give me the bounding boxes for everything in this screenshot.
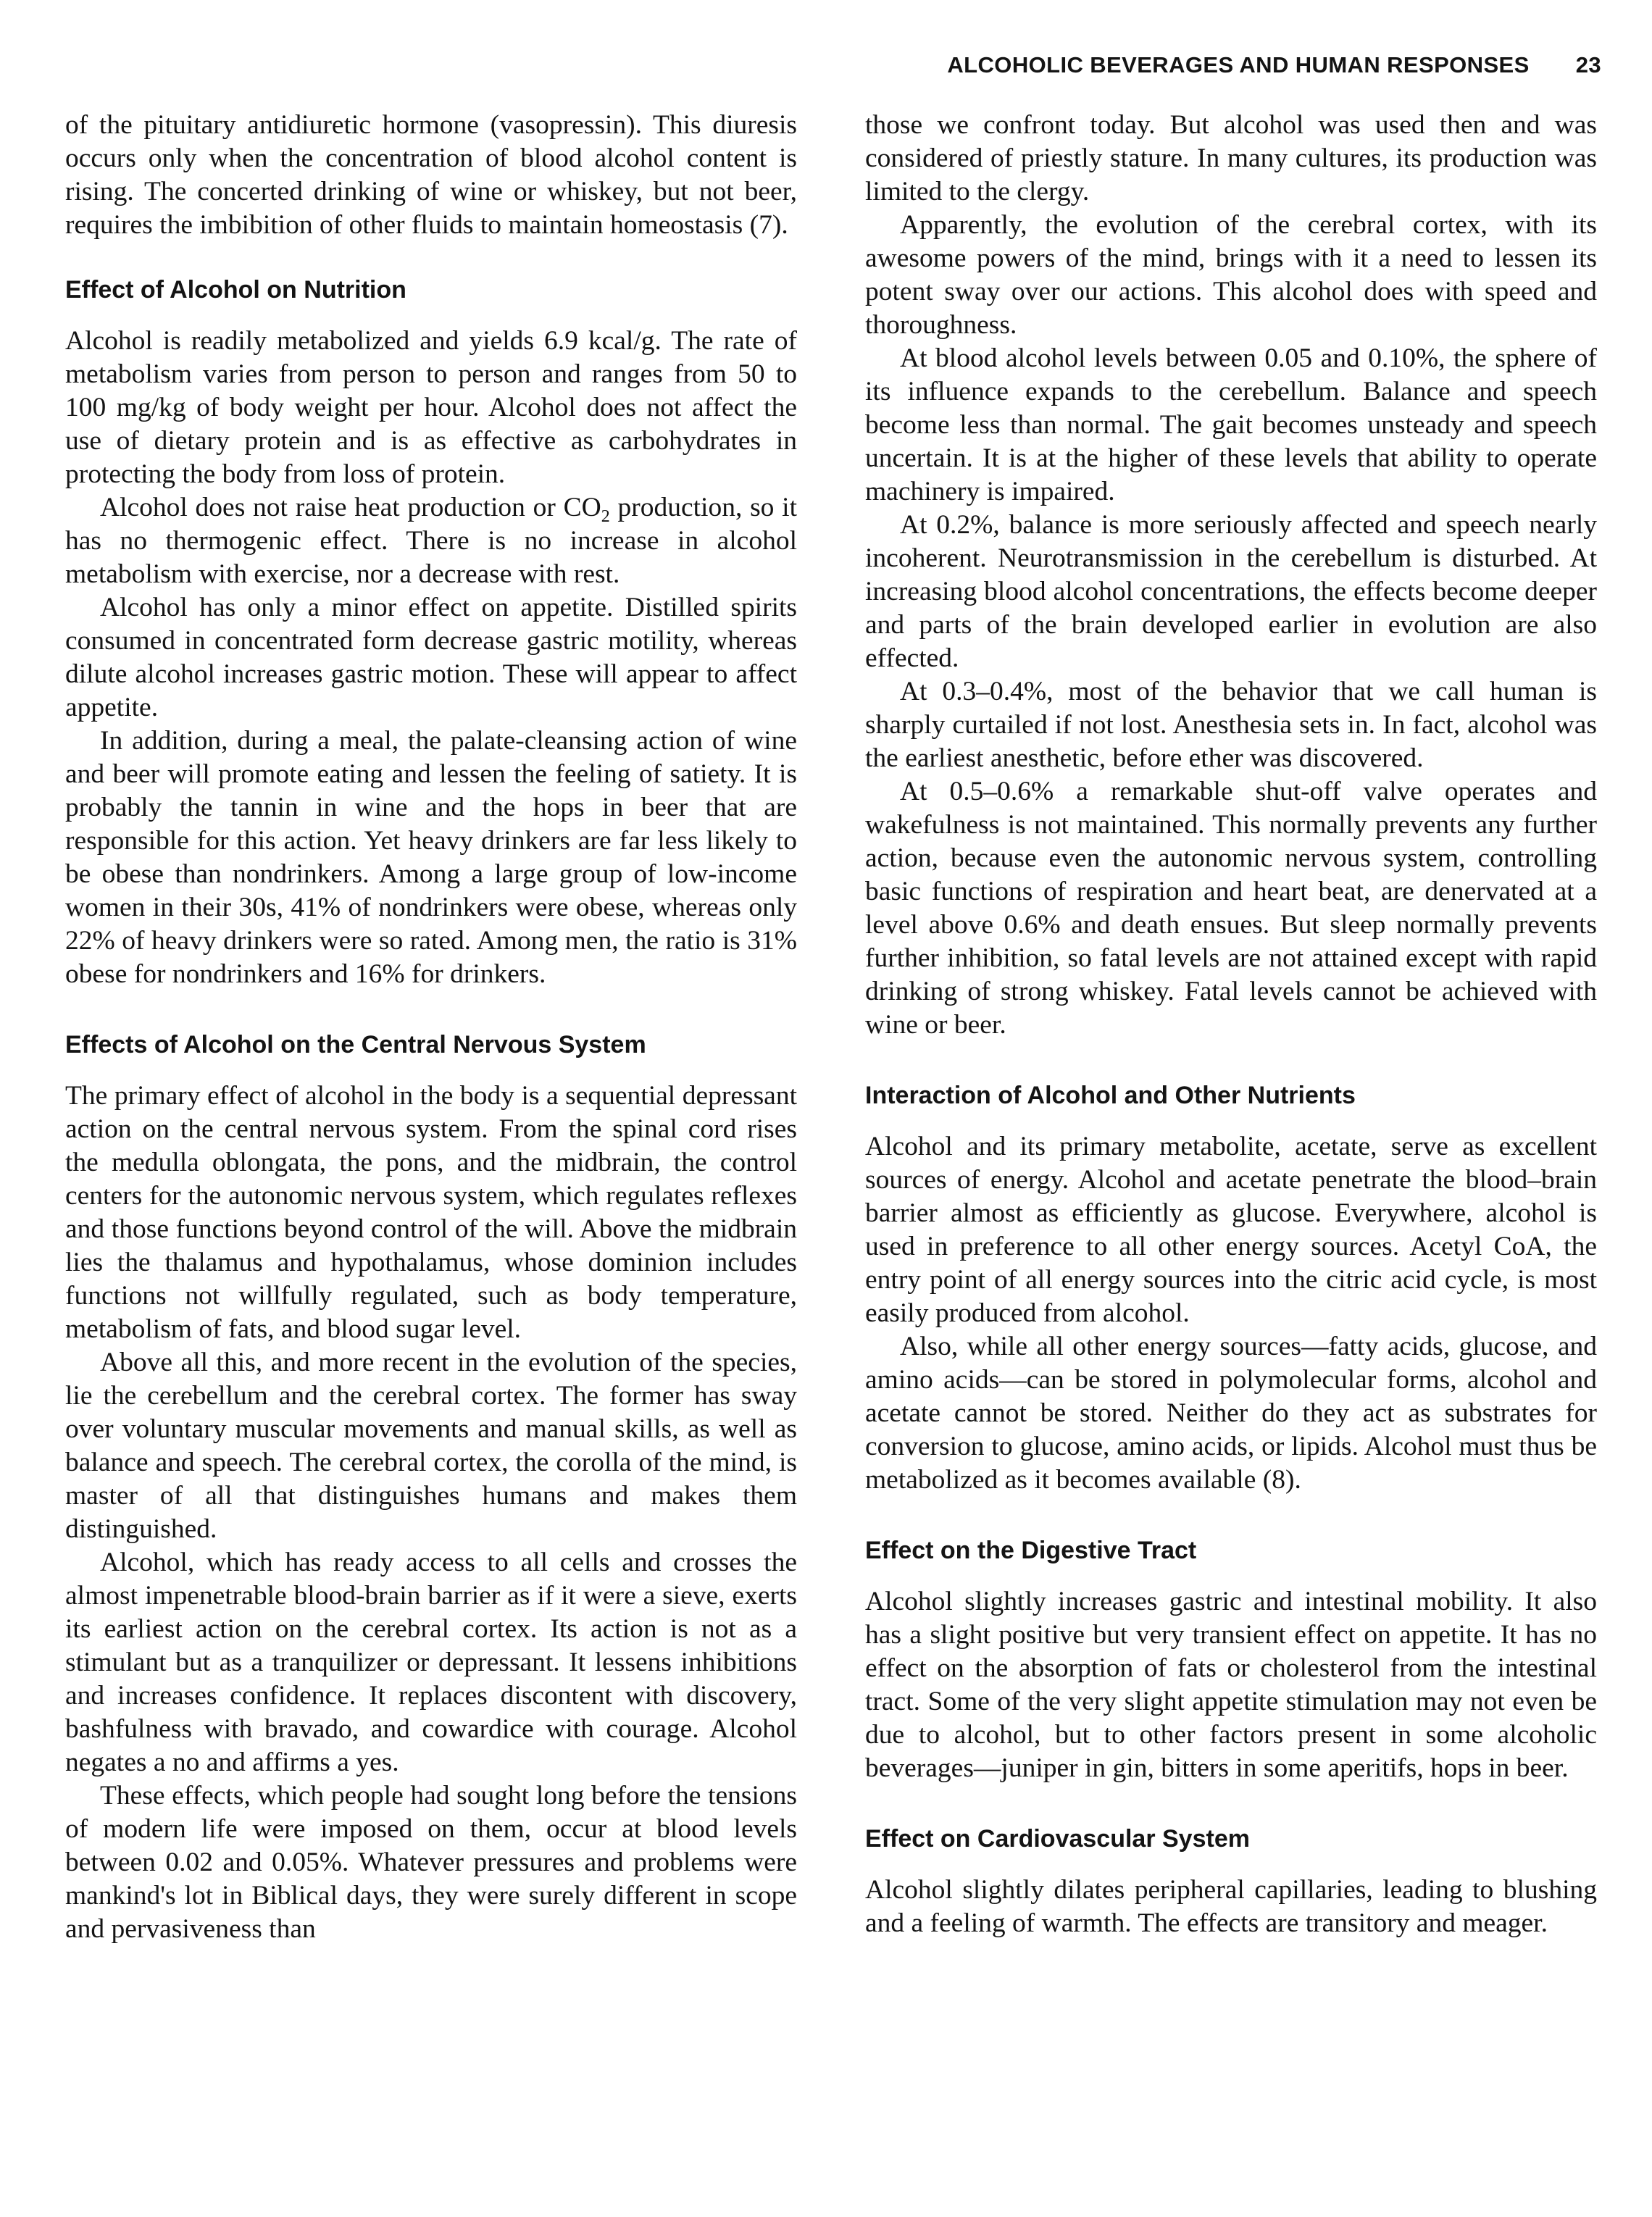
subscript: 2 (601, 507, 610, 526)
running-title: ALCOHOLIC BEVERAGES AND HUMAN RESPONSES (947, 52, 1530, 78)
paragraph: Alcohol slightly increases gastric and intestinal mobility. It also has a slight positive but very transient effect on appetite. It has no effect on the absorption of fats or cholesterol from the intestinal tract. Some of the very slight appetite stimulation may not even be due to alcohol, but to other factors present in some alcoholic beverages—juniper in gin, bitters in some aperitifs, hops in beer. (865, 1587, 1597, 1783)
paragraph: Alcohol, which has ready access to all cells and crosses the almost impenetrable blood-brain barrier as if it were a sieve, exerts its earliest action on the cerebral cortex. Its action is not as a stimulant but as a tranquilizer or depressant. It lessens inhibitions and increases confidence. It replaces discontent with discovery, bashfulness with bravado, and cowardice with courage. Alcohol negates a no and affirms a yes. (65, 1548, 797, 1777)
paragraph: Alcohol and its primary metabolite, acetate, serve as excellent sources of energy. Alcohol and acetate penetrate the blood–brain barrier almost as efficiently as glucose. Everywhere, alcohol is used in preference to all other energy sources. Acetyl CoA, the entry point of all energy sources into the citric acid cycle, is most easily produced from alcohol. (865, 1132, 1597, 1328)
paragraph: At 0.2%, balance is more seriously affected and speech nearly incoherent. Neurotransmission in the cerebellum is disturbed. At increasing blood alcohol concentrations, the effects become deeper and parts of the brain developed earlier in evolution are also effected. (865, 510, 1597, 673)
section-heading-digestive: Effect on the Digestive Tract (865, 1537, 1197, 1564)
page-header (947, 52, 1601, 88)
paragraph: At 0.3–0.4%, most of the behavior that we call human is sharply curtailed if not lost. Anesthesia sets in. In fact, alcohol was the earliest anesthetic, before ether was discovered. (865, 677, 1597, 773)
paragraph-text: production, so it has no thermogenic effect. There is no increase in alcohol metabolism with exercise, nor a decrease with rest. (65, 493, 797, 589)
paragraph: At 0.5–0.6% a remarkable shut-off valve operates and wakefulness is not maintained. This normally prevents any further action, because even the autonomic nervous system, controlling basic functions of respiration and heart beat, are denervated at a level above 0.6% and death ensues. But sleep normally prevents further inhibition, so fatal levels are not attained except with rapid drinking of strong whiskey. Fatal levels cannot be achieved with wine or beer. (865, 777, 1597, 1040)
paragraph-co2 (65, 491, 797, 591)
right-column (865, 109, 1597, 1940)
section-heading-nutrition: Effect of Alcohol on Nutrition (65, 276, 406, 304)
paragraph: In addition, during a meal, the palate-cleansing action of wine and beer will promote eating and lessen the feeling of satiety. It is probably the tannin in wine and the hops in beer that are responsible for this action. Yet heavy drinkers are far less likely to be obese than nondrinkers. Among a large group of low-income women in their 30s, 41% of nondrinkers were obese, whereas only 22% of heavy drinkers were so rated. Among men, the ratio is 31% obese for nondrinkers and 16% for drinkers. (65, 726, 797, 989)
paragraph: those we confront today. But alcohol was used then and was considered of priestly stature. In many cultures, its production was limited to the clergy. (865, 110, 1597, 206)
section-heading-nutrients: Interaction of Alcohol and Other Nutrients (865, 1082, 1356, 1109)
left-column (65, 109, 797, 1946)
paragraph: Above all this, and more recent in the evolution of the species, lie the cerebellum and the cerebral cortex. The former has sway over voluntary muscular movements and manual skills, as well as balance and speech. The cerebral cortex, the corolla of the mind, is master of all that distinguishes humans and makes them distinguished. (65, 1348, 797, 1544)
paragraph: Alcohol slightly dilates peripheral capillaries, leading to blushing and a feeling of warmth. The effects are transitory and meager. (865, 1875, 1597, 1938)
paragraph: At blood alcohol levels between 0.05 and 0.10%, the sphere of its influence expands to the cerebellum. Balance and speech become less than normal. The gait becomes unsteady and speech uncertain. It is at the higher of these levels that ability to operate machinery is impaired. (865, 343, 1597, 506)
paragraph-text: Alcohol does not raise heat production or CO (100, 493, 601, 522)
paragraph: Alcohol has only a minor effect on appetite. Distilled spirits consumed in concentrated form decrease gastric motility, whereas dilute alcohol increases gastric motion. These will appear to affect appetite. (65, 593, 797, 722)
paragraph: Apparently, the evolution of the cerebral cortex, with its awesome powers of the mind, brings with it a need to lessen its potent sway over our actions. This alcohol does with speed and thoroughness. (865, 210, 1597, 340)
section-heading-cardiovascular: Effect on Cardiovascular System (865, 1825, 1250, 1853)
paragraph: The primary effect of alcohol in the body is a sequential depressant action on the central nervous system. From the spinal cord rises the medulla oblongata, the pons, and the midbrain, the control centers for the autonomic nervous system, which regulates reflexes and those functions beyond control of the will. Above the midbrain lies the thalamus and hypothalamus, whose dominion includes functions not willfully regulated, such as body temperature, metabolism of fats, and blood sugar level. (65, 1081, 797, 1344)
paragraph: of the pituitary antidiuretic hormone (vasopressin). This diuresis occurs only when the concentration of blood alcohol content is rising. The concerted drinking of wine or whiskey, but not beer, requires the imbibition of other fluids to maintain homeostasis (7). (65, 110, 797, 240)
paragraph: Also, while all other energy sources—fatty acids, glucose, and amino acids—can be stored in polymolecular forms, alcohol and acetate cannot be stored. Neither do they act as substrates for conversion to glucose, amino acids, or lipids. Alcohol must thus be metabolized as it becomes available (8). (865, 1332, 1597, 1495)
section-heading-cns: Effects of Alcohol on the Central Nervous System (65, 1031, 646, 1059)
paragraph: Alcohol is readily metabolized and yields 6.9 kcal/g. The rate of metabolism varies from person to person and ranges from 50 to 100 mg/kg of body weight per hour. Alcohol does not affect the use of dietary protein and is as effective as carbohydrates in protecting the body from loss of protein. (65, 326, 797, 489)
paragraph: These effects, which people had sought long before the tensions of modern life were imposed on them, occur at blood levels between 0.02 and 0.05%. Whatever pressures and problems were mankind's lot in Biblical days, they were surely different in scope and pervasiveness than (65, 1781, 797, 1944)
page-number: 23 (1575, 52, 1601, 78)
